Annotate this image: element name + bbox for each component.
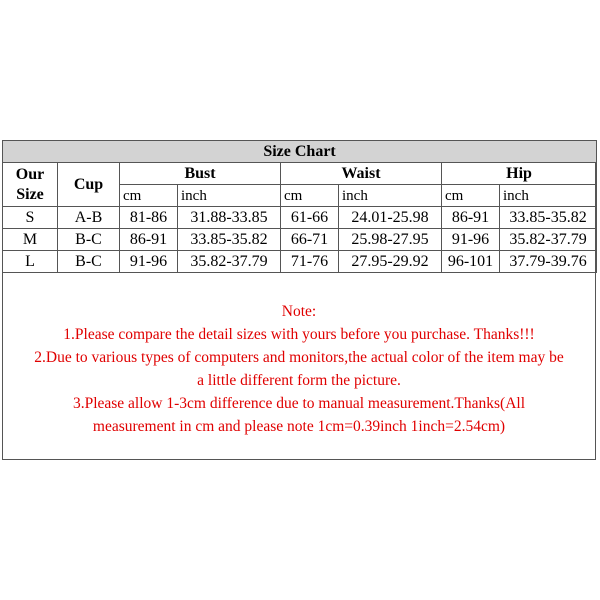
our-size-line1: Our	[15, 165, 45, 183]
size-cell: S	[3, 207, 58, 229]
note-line-4: 3.Please allow 1-3cm difference due to manual measurement.Thanks(All	[72, 395, 526, 412]
hip-unit-inch: inch	[500, 185, 597, 207]
waist-inch-cell: 25.98-27.95	[339, 229, 442, 251]
title-row	[3, 141, 597, 163]
cup-header: Cup	[58, 163, 120, 207]
size-cell: L	[3, 251, 58, 273]
table-title: Size Chart	[3, 141, 597, 163]
hip-cm-cell: 91-96	[442, 229, 500, 251]
hip-cm-cell: 86-91	[442, 207, 500, 229]
bust-cm-cell: 91-96	[120, 251, 178, 273]
note-line-3: a little different form the picture.	[197, 372, 401, 389]
waist-inch-cell: 27.95-29.92	[339, 251, 442, 273]
table-row	[3, 251, 597, 273]
bust-unit-inch: inch	[178, 185, 281, 207]
bust-inch-cell: 35.82-37.79	[178, 251, 281, 273]
waist-inch-cell: 24.01-25.98	[339, 207, 442, 229]
hip-inch-cell: 37.79-39.76	[500, 251, 597, 273]
table-row	[3, 207, 597, 229]
our-size-line2: Size	[16, 185, 44, 203]
hip-cm-cell: 96-101	[442, 251, 500, 273]
bust-unit-cm: cm	[120, 185, 178, 207]
bust-inch-cell: 33.85-35.82	[178, 229, 281, 251]
bust-inch-cell: 31.88-33.85	[178, 207, 281, 229]
note-block	[2, 300, 596, 438]
waist-unit-cm: cm	[281, 185, 339, 207]
header-row	[3, 163, 597, 185]
note-line-2: 2.Due to various types of computers and monitors,the actual color of the item may be	[34, 349, 564, 366]
waist-unit-inch: inch	[339, 185, 442, 207]
waist-cm-cell: 61-66	[281, 207, 339, 229]
our-size-header	[3, 163, 58, 207]
hip-header: Hip	[442, 163, 597, 185]
cup-cell: A-B	[58, 207, 120, 229]
hip-inch-cell: 33.85-35.82	[500, 207, 597, 229]
size-cell: M	[3, 229, 58, 251]
bust-cm-cell: 86-91	[120, 229, 178, 251]
waist-cm-cell: 71-76	[281, 251, 339, 273]
cup-cell: B-C	[58, 229, 120, 251]
note-line-1: 1.Please compare the detail sizes with yours before you purchase. Thanks!!!	[63, 326, 535, 343]
note-line-5: measurement in cm and please note 1cm=0.39inch 1inch=2.54cm)	[92, 418, 506, 435]
bust-cm-cell: 81-86	[120, 207, 178, 229]
table-row	[3, 229, 597, 251]
waist-cm-cell: 66-71	[281, 229, 339, 251]
hip-unit-cm: cm	[442, 185, 500, 207]
hip-inch-cell: 35.82-37.79	[500, 229, 597, 251]
bust-header: Bust	[120, 163, 281, 185]
size-chart-table	[2, 140, 597, 273]
note-title: Note:	[281, 303, 317, 320]
cup-cell: B-C	[58, 251, 120, 273]
waist-header: Waist	[281, 163, 442, 185]
